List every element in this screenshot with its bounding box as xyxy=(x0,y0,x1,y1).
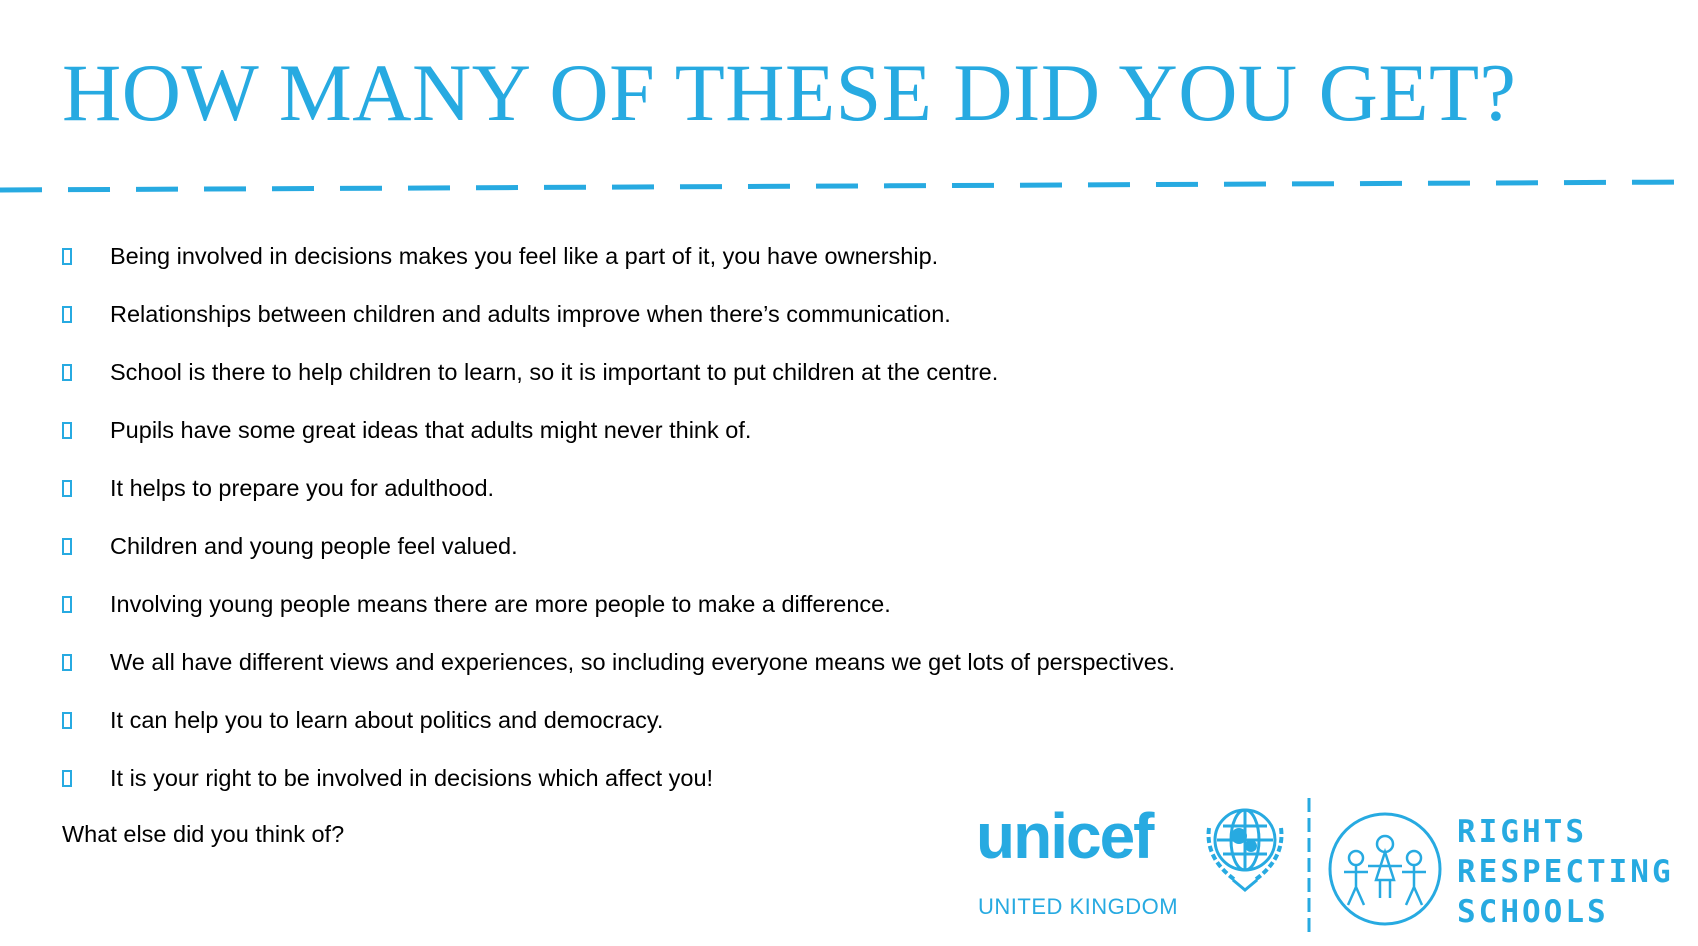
item-text: Being involved in decisions makes you feel like a part of it, you have ownership. xyxy=(110,243,939,269)
checkbox-icon xyxy=(62,364,72,381)
logo-separator xyxy=(1306,798,1312,938)
checkbox-icon xyxy=(62,712,72,729)
checkbox-icon xyxy=(62,770,72,787)
logo-bar xyxy=(970,798,1680,946)
item-text: Pupils have some great ideas that adults might never think of. xyxy=(110,417,752,443)
checkbox-icon xyxy=(62,248,72,265)
checkbox-icon xyxy=(62,654,72,671)
rrs-line: RIGHTS xyxy=(1457,814,1587,850)
children-circle-icon xyxy=(1326,810,1444,928)
item-text: It helps to prepare you for adulthood. xyxy=(110,475,495,501)
dashed-divider xyxy=(0,170,1698,194)
checkbox-icon xyxy=(62,596,72,613)
item-text: It is your right to be involved in decisions which affect you! xyxy=(110,765,714,791)
item-text: Involving young people means there are more people to make a difference. xyxy=(110,591,891,617)
checkbox-icon xyxy=(62,422,72,439)
rrs-line: RESPECTING xyxy=(1457,854,1674,890)
item-text: Relationships between children and adults improve when there’s communication. xyxy=(110,301,951,327)
checkbox-icon xyxy=(62,480,72,497)
item-text: It can help you to learn about politics and democracy. xyxy=(110,707,664,733)
rrs-line: SCHOOLS xyxy=(1457,894,1609,930)
footer-question: What else did you think of? xyxy=(62,821,345,847)
unicef-logo-text: unicef xyxy=(976,800,1153,872)
item-text: We all have different views and experiences, so including everyone means we get lots of perspectives. xyxy=(110,649,1176,675)
unicef-subtitle: UNITED KINGDOM xyxy=(978,894,1179,919)
checkbox-icon xyxy=(62,538,72,555)
checkbox-icon xyxy=(62,306,72,323)
rrs-logo-text xyxy=(1457,812,1674,932)
item-text: School is there to help children to learn, so it is important to put children at the centre. xyxy=(110,359,999,385)
item-text: Children and young people feel valued. xyxy=(110,533,518,559)
page-title: HOW MANY OF THESE DID YOU GET? xyxy=(62,47,1517,138)
unicef-emblem-icon xyxy=(1195,798,1295,898)
